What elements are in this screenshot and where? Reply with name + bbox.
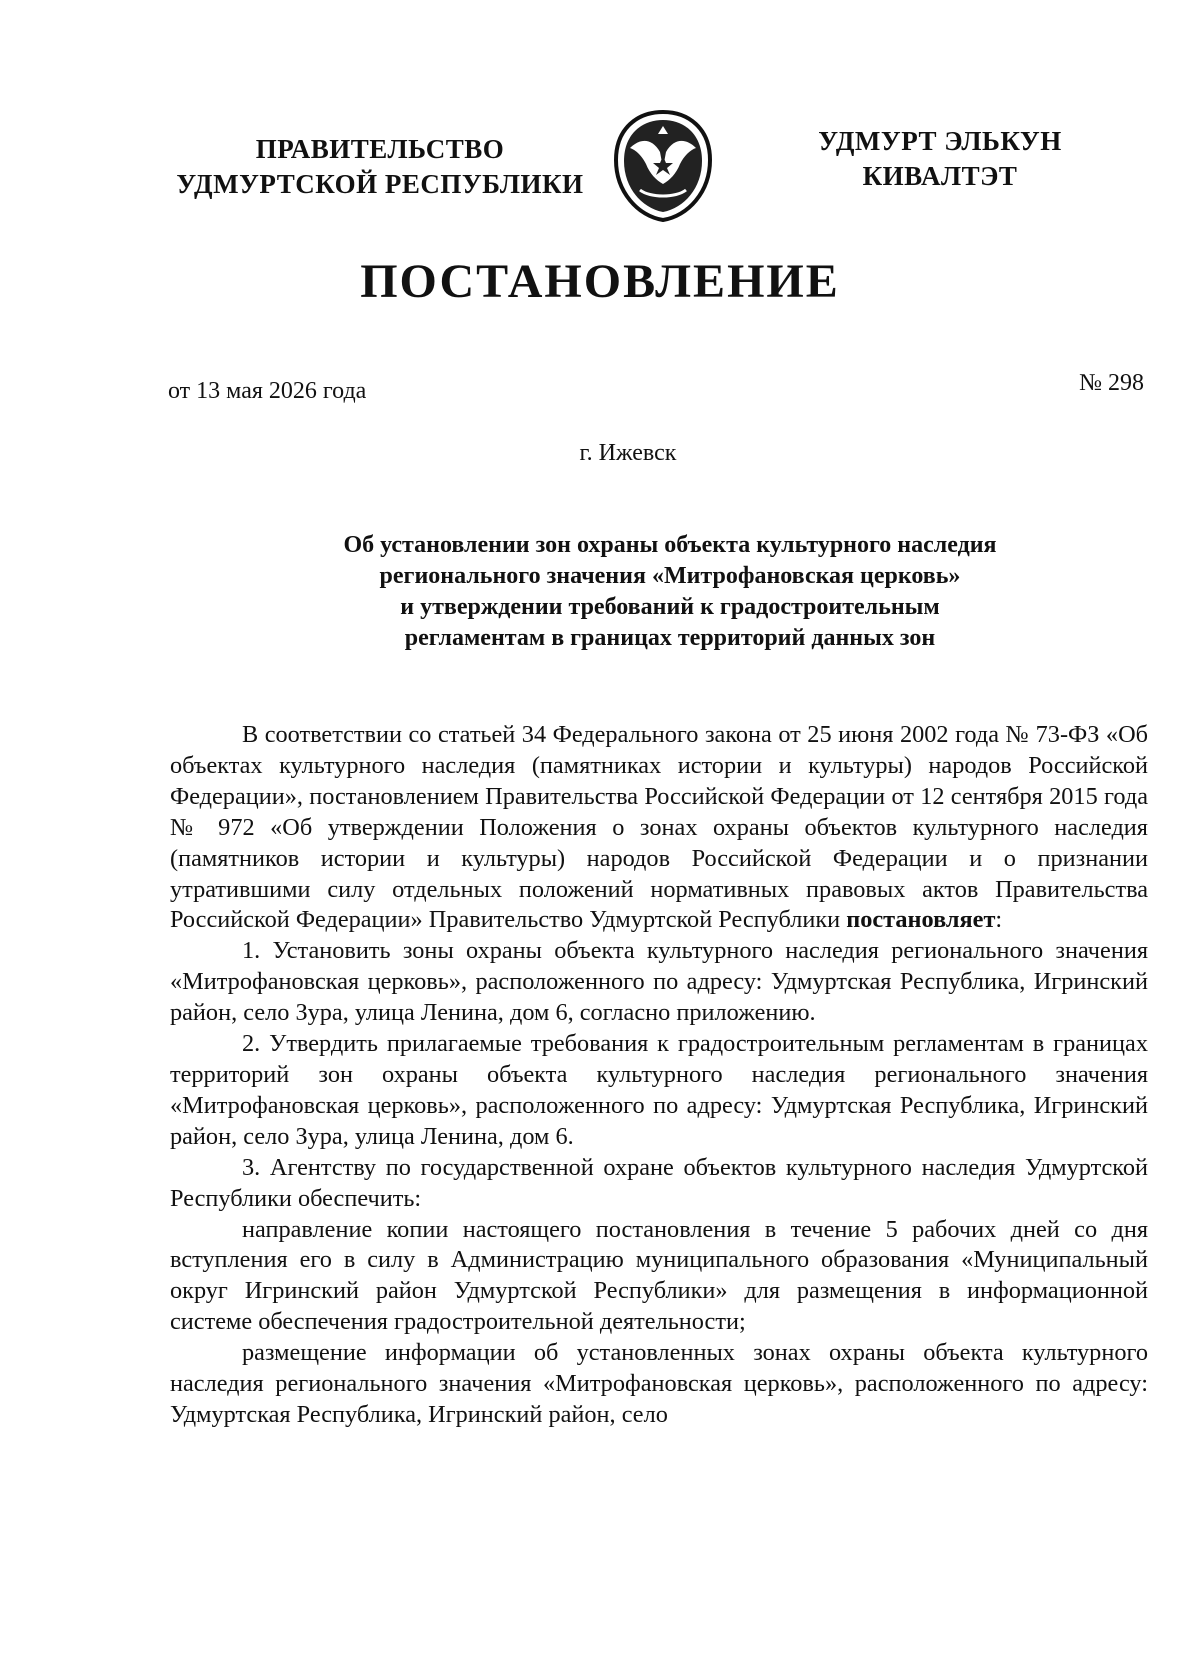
government-name-line: УДМУРТ ЭЛЬКУН bbox=[818, 126, 1062, 156]
preamble-text: В соответствии со статьей 34 Федерального закона от 25 июня 2002 года № 73-ФЗ «Об объектах культурного наследия (памятниках истории и культуры) народов Российской Федерации», постановлением Правительства Российской Федерации от 12 сентября 2015 года № 972 «Об утверждении Положения о зонах охраны объектов культурного наследия (памятников истории и культуры) народов Российской Федерации и о признании утратившими силу отдельных положений нормативных правовых актов Правительства Российской Федерации» Правительство Удмуртской Республики bbox=[170, 721, 1148, 934]
document-date: от 13 мая 2026 года bbox=[168, 378, 367, 404]
clause-1-paragraph: 1. Установить зоны охраны объекта культурного наследия регионального значения «Митрофановская церковь», расположенного по адресу: Удмуртская Республика, Игринский район, село Зура, улица Ленина, дом 6, согласно приложению. bbox=[170, 937, 1148, 1027]
government-name-line: ПРАВИТЕЛЬСТВО bbox=[255, 134, 505, 164]
subject-line: регламентам в границах территорий данных зон bbox=[404, 625, 936, 651]
preamble-paragraph bbox=[170, 720, 1148, 936]
subject-line: и утверждении требований к градостроительным bbox=[400, 594, 940, 620]
udmurt-coat-of-arms-icon bbox=[610, 108, 716, 224]
clause-3-item-paragraph: направление копии настоящего постановления в течение 5 рабочих дней со дня вступления его в силу в Администрацию муниципального образования «Муниципальный округ Игринский район Удмуртской Республики» для размещения в информационной системе обеспечения градостроительной деятельности; bbox=[170, 1215, 1148, 1336]
preamble-colon: : bbox=[995, 906, 1003, 934]
government-name-udmurt bbox=[790, 124, 1090, 194]
clause-3-item-paragraph: размещение информации об установленных зонах охраны объекта культурного наследия регионального значения «Митрофановская церковь», расположенного по адресу: Удмуртская Республика, Игринский район, село bbox=[170, 1339, 1148, 1428]
subject-line: регионального значения «Митрофановская церковь» bbox=[379, 563, 961, 589]
government-name-line: КИВАЛТЭТ bbox=[862, 161, 1018, 191]
document-body bbox=[170, 720, 1148, 1431]
clause-3-paragraph: 3. Агентству по государственной охране объектов культурного наследия Удмуртской Республики обеспечить: bbox=[170, 1153, 1148, 1212]
government-name-line: УДМУРТСКОЙ РЕСПУБЛИКИ bbox=[176, 169, 584, 199]
document-title: ПОСТАНОВЛЕНИЕ bbox=[360, 255, 840, 308]
resolution-keyword: постановляет bbox=[846, 906, 996, 934]
document-subject bbox=[200, 530, 1140, 654]
document-number: № 298 bbox=[1079, 370, 1144, 396]
document-city: г. Ижевск bbox=[579, 440, 677, 466]
clause-2-paragraph: 2. Утвердить прилагаемые требования к градостроительным регламентам в границах территорий зон охраны объекта культурного наследия регионального значения «Митрофановская церковь», расположенного по адресу: Удмуртская Республика, Игринский район, село Зура, улица Ленина, дом 6. bbox=[170, 1030, 1148, 1150]
subject-line: Об установлении зон охраны объекта культурного наследия bbox=[343, 532, 997, 558]
government-name-russian bbox=[150, 132, 610, 202]
